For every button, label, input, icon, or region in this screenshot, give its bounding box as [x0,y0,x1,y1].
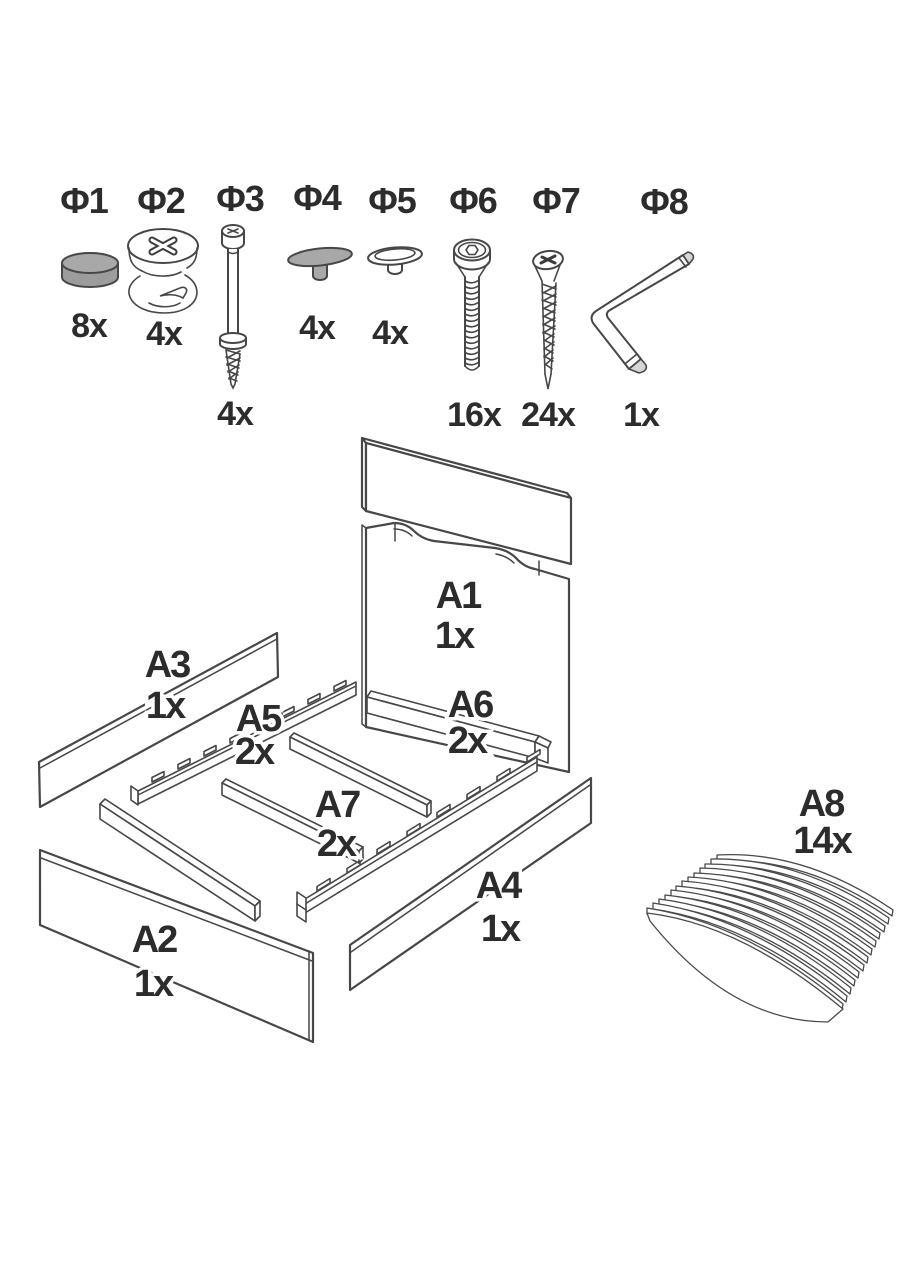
hw-phi4 [287,177,352,347]
hw-phi1 [60,180,118,345]
hw-phi3 [216,178,264,433]
phi5-label: Φ5 [368,180,416,221]
phi1-qty: 8x [71,307,107,345]
exploded-parts-diagram [39,438,893,1042]
phi4-label: Φ4 [293,177,341,218]
phi1-label: Φ1 [60,180,108,221]
push-cap-white-icon [367,245,422,274]
hw-phi2 [128,180,198,353]
a7-label: A7 [314,784,360,826]
part-a7-center-rail-1 [290,733,431,817]
cover-cap-disc-icon [62,253,118,287]
a1-label: A1 [435,575,481,617]
phi3-label: Φ3 [216,178,264,219]
hw-phi5 [367,180,422,352]
phi8-qty: 1x [623,396,659,434]
phi6-qty: 16x [447,396,501,434]
wood-screw-icon [532,249,564,389]
hardware-row [60,177,693,434]
a5-qty: 2x [234,731,274,773]
a4-qty: 1x [480,908,520,950]
flat-head-bolt-icon [454,240,490,371]
a8-label: A8 [798,783,844,825]
a2-label: A2 [131,919,177,961]
cam-lock-icon [128,229,198,313]
a8-qty: 14x [793,820,851,862]
a6-label: A6 [447,684,493,726]
phi6-label: Φ6 [449,180,497,221]
a3-qty: 1x [145,685,185,727]
phi5-qty: 4x [372,314,408,352]
part-a7-center-rail-2 [222,779,363,865]
hw-phi7 [521,180,580,434]
phi7-label: Φ7 [532,180,580,221]
phi7-qty: 24x [521,396,575,434]
a2-qty: 1x [133,963,173,1005]
a6-qty: 2x [447,720,487,762]
a5-label: A5 [235,698,281,740]
a7-qty: 2x [316,823,356,865]
phi8-label: Φ8 [640,181,688,222]
phi2-qty: 4x [146,315,182,353]
phi2-label: Φ2 [137,180,185,221]
push-cap-gray-icon [287,245,352,280]
hw-phi6 [447,180,502,434]
a3-label: A3 [144,644,190,686]
part-a2-footboard [40,850,313,1042]
allen-key-icon [592,252,694,373]
a4-label: A4 [475,865,521,907]
cam-bolt-icon [220,225,246,388]
phi4-qty: 4x [299,309,335,347]
phi3-qty: 4x [217,395,253,433]
hw-phi8 [592,181,694,434]
part-a8-slat-stack [647,783,893,1022]
a1-qty: 1x [434,615,474,657]
